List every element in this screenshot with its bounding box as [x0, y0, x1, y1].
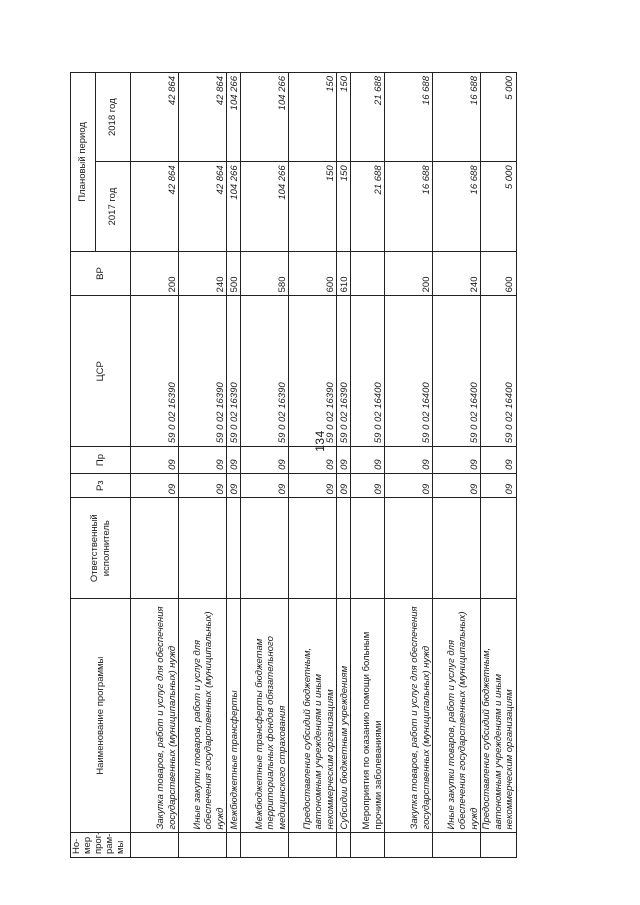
cell-2017: 42 864 [179, 162, 227, 251]
cell-program-name: Субсидии бюджетным учреждениям [337, 598, 351, 832]
cell-executor [351, 498, 385, 598]
cell-executor [481, 498, 517, 598]
cell-2017: 16 688 [385, 162, 433, 251]
cell-rz: 09 [351, 473, 385, 498]
cell-rz: 09 [131, 473, 179, 498]
cell-vr: 600 [481, 251, 517, 296]
table-row [385, 73, 433, 858]
table-row [289, 73, 337, 858]
cell-program-number [385, 833, 433, 858]
header-vr: ВР [71, 251, 131, 296]
cell-program-number [289, 833, 337, 858]
cell-csr: 59 0 02 16390 [227, 296, 241, 447]
cell-program-number [241, 833, 289, 858]
cell-pr: 09 [227, 447, 241, 474]
cell-csr: 59 0 02 16390 [241, 296, 289, 447]
cell-executor [289, 498, 337, 598]
cell-program-number [481, 833, 517, 858]
cell-rz: 09 [289, 473, 337, 498]
header-planned-period: Плановый период [71, 73, 96, 252]
cell-2017: 150 [337, 162, 351, 251]
cell-pr: 09 [179, 447, 227, 474]
cell-pr: 09 [337, 447, 351, 474]
cell-program-name: Иные закупки товаров, работ и услуг для обеспечения государственных (муниципальных) нужд [179, 598, 227, 832]
cell-program-number [227, 833, 241, 858]
cell-pr: 09 [433, 447, 481, 474]
cell-2017: 150 [289, 162, 337, 251]
cell-vr: 200 [131, 251, 179, 296]
cell-csr: 59 0 02 16400 [433, 296, 481, 447]
cell-program-number [351, 833, 385, 858]
table-row [433, 73, 481, 858]
cell-2018: 16 688 [433, 73, 481, 162]
table-row [227, 73, 241, 858]
cell-csr: 59 0 02 16400 [385, 296, 433, 447]
cell-2018: 5 000 [481, 73, 517, 162]
cell-csr: 59 0 02 16400 [481, 296, 517, 447]
header-executor: Ответственный исполнитель [71, 498, 131, 598]
header-pr: Пр [71, 447, 131, 474]
header-2017: 2017 год [96, 162, 131, 251]
cell-csr: 59 0 02 16390 [179, 296, 227, 447]
cell-2018: 21 688 [351, 73, 385, 162]
cell-program-name: Мероприятия по оказанию помощи больным прочими заболеваниями [351, 598, 385, 832]
cell-2018: 42 864 [179, 73, 227, 162]
cell-rz: 09 [179, 473, 227, 498]
cell-program-name: Межбюджетные трансферты бюджетам территориальных фондов обязательного медицинского страхования [241, 598, 289, 832]
cell-2018: 16 688 [385, 73, 433, 162]
cell-vr: 240 [179, 251, 227, 296]
cell-2017: 104 266 [227, 162, 241, 251]
cell-rz: 09 [481, 473, 517, 498]
cell-2017: 21 688 [351, 162, 385, 251]
cell-program-number [337, 833, 351, 858]
cell-pr: 09 [289, 447, 337, 474]
cell-2017: 104 266 [241, 162, 289, 251]
budget-table [70, 72, 517, 858]
header-2018: 2018 год [96, 73, 131, 162]
cell-rz: 09 [337, 473, 351, 498]
cell-2017: 5 000 [481, 162, 517, 251]
cell-program-number [179, 833, 227, 858]
cell-program-name: Закупка товаров, работ и услуг для обеспечения государственных (муниципальных) нужд [385, 598, 433, 832]
cell-vr: 600 [289, 251, 337, 296]
cell-vr [351, 251, 385, 296]
cell-2017: 16 688 [433, 162, 481, 251]
cell-executor [227, 498, 241, 598]
header-rz: Рз [71, 473, 131, 498]
cell-program-name: Предоставление субсидий бюджетным, автономным учреждениям и иным некоммерческим организациям [481, 598, 517, 832]
cell-pr: 09 [385, 447, 433, 474]
cell-executor [241, 498, 289, 598]
cell-vr: 200 [385, 251, 433, 296]
budget-table-rotated [70, 72, 555, 858]
header-program-number: Но-мер прог-рам-мы [71, 833, 131, 858]
cell-executor [179, 498, 227, 598]
cell-csr: 59 0 02 16400 [351, 296, 385, 447]
cell-csr: 59 0 02 16390 [289, 296, 337, 447]
header-csr: ЦСР [71, 296, 131, 447]
cell-vr: 580 [241, 251, 289, 296]
cell-rz: 09 [241, 473, 289, 498]
cell-executor [433, 498, 481, 598]
cell-vr: 500 [227, 251, 241, 296]
cell-2018: 104 266 [241, 73, 289, 162]
cell-2018: 42 864 [131, 73, 179, 162]
cell-executor [337, 498, 351, 598]
cell-2017: 42 864 [131, 162, 179, 251]
cell-rz: 09 [385, 473, 433, 498]
cell-program-number [433, 833, 481, 858]
cell-program-number [131, 833, 179, 858]
cell-pr: 09 [241, 447, 289, 474]
cell-rz: 09 [433, 473, 481, 498]
table-row [337, 73, 351, 858]
cell-2018: 150 [289, 73, 337, 162]
cell-rz: 09 [227, 473, 241, 498]
cell-vr: 240 [433, 251, 481, 296]
header-program-name: Наименование программы [71, 598, 131, 832]
cell-vr: 610 [337, 251, 351, 296]
cell-csr: 59 0 02 16390 [337, 296, 351, 447]
table-row [241, 73, 289, 858]
cell-program-name: Закупка товаров, работ и услуг для обеспечения государственных (муниципальных) нужд [131, 598, 179, 832]
cell-executor [385, 498, 433, 598]
table-row [179, 73, 227, 858]
cell-2018: 104 266 [227, 73, 241, 162]
table-row [351, 73, 385, 858]
cell-csr: 59 0 02 16390 [131, 296, 179, 447]
cell-pr: 09 [481, 447, 517, 474]
page-number: 134 [313, 430, 327, 452]
cell-program-name: Межбюджетные трансферты [227, 598, 241, 832]
cell-program-name: Предоставление субсидий бюджетным, автономным учреждениям и иным некоммерческим организациям [289, 598, 337, 832]
table-row [131, 73, 179, 858]
cell-pr: 09 [131, 447, 179, 474]
cell-pr: 09 [351, 447, 385, 474]
cell-2018: 150 [337, 73, 351, 162]
cell-executor [131, 498, 179, 598]
cell-program-name: Иные закупки товаров, работ и услуг для обеспечения государственных (муниципальных) нужд [433, 598, 481, 832]
table-row [481, 73, 517, 858]
